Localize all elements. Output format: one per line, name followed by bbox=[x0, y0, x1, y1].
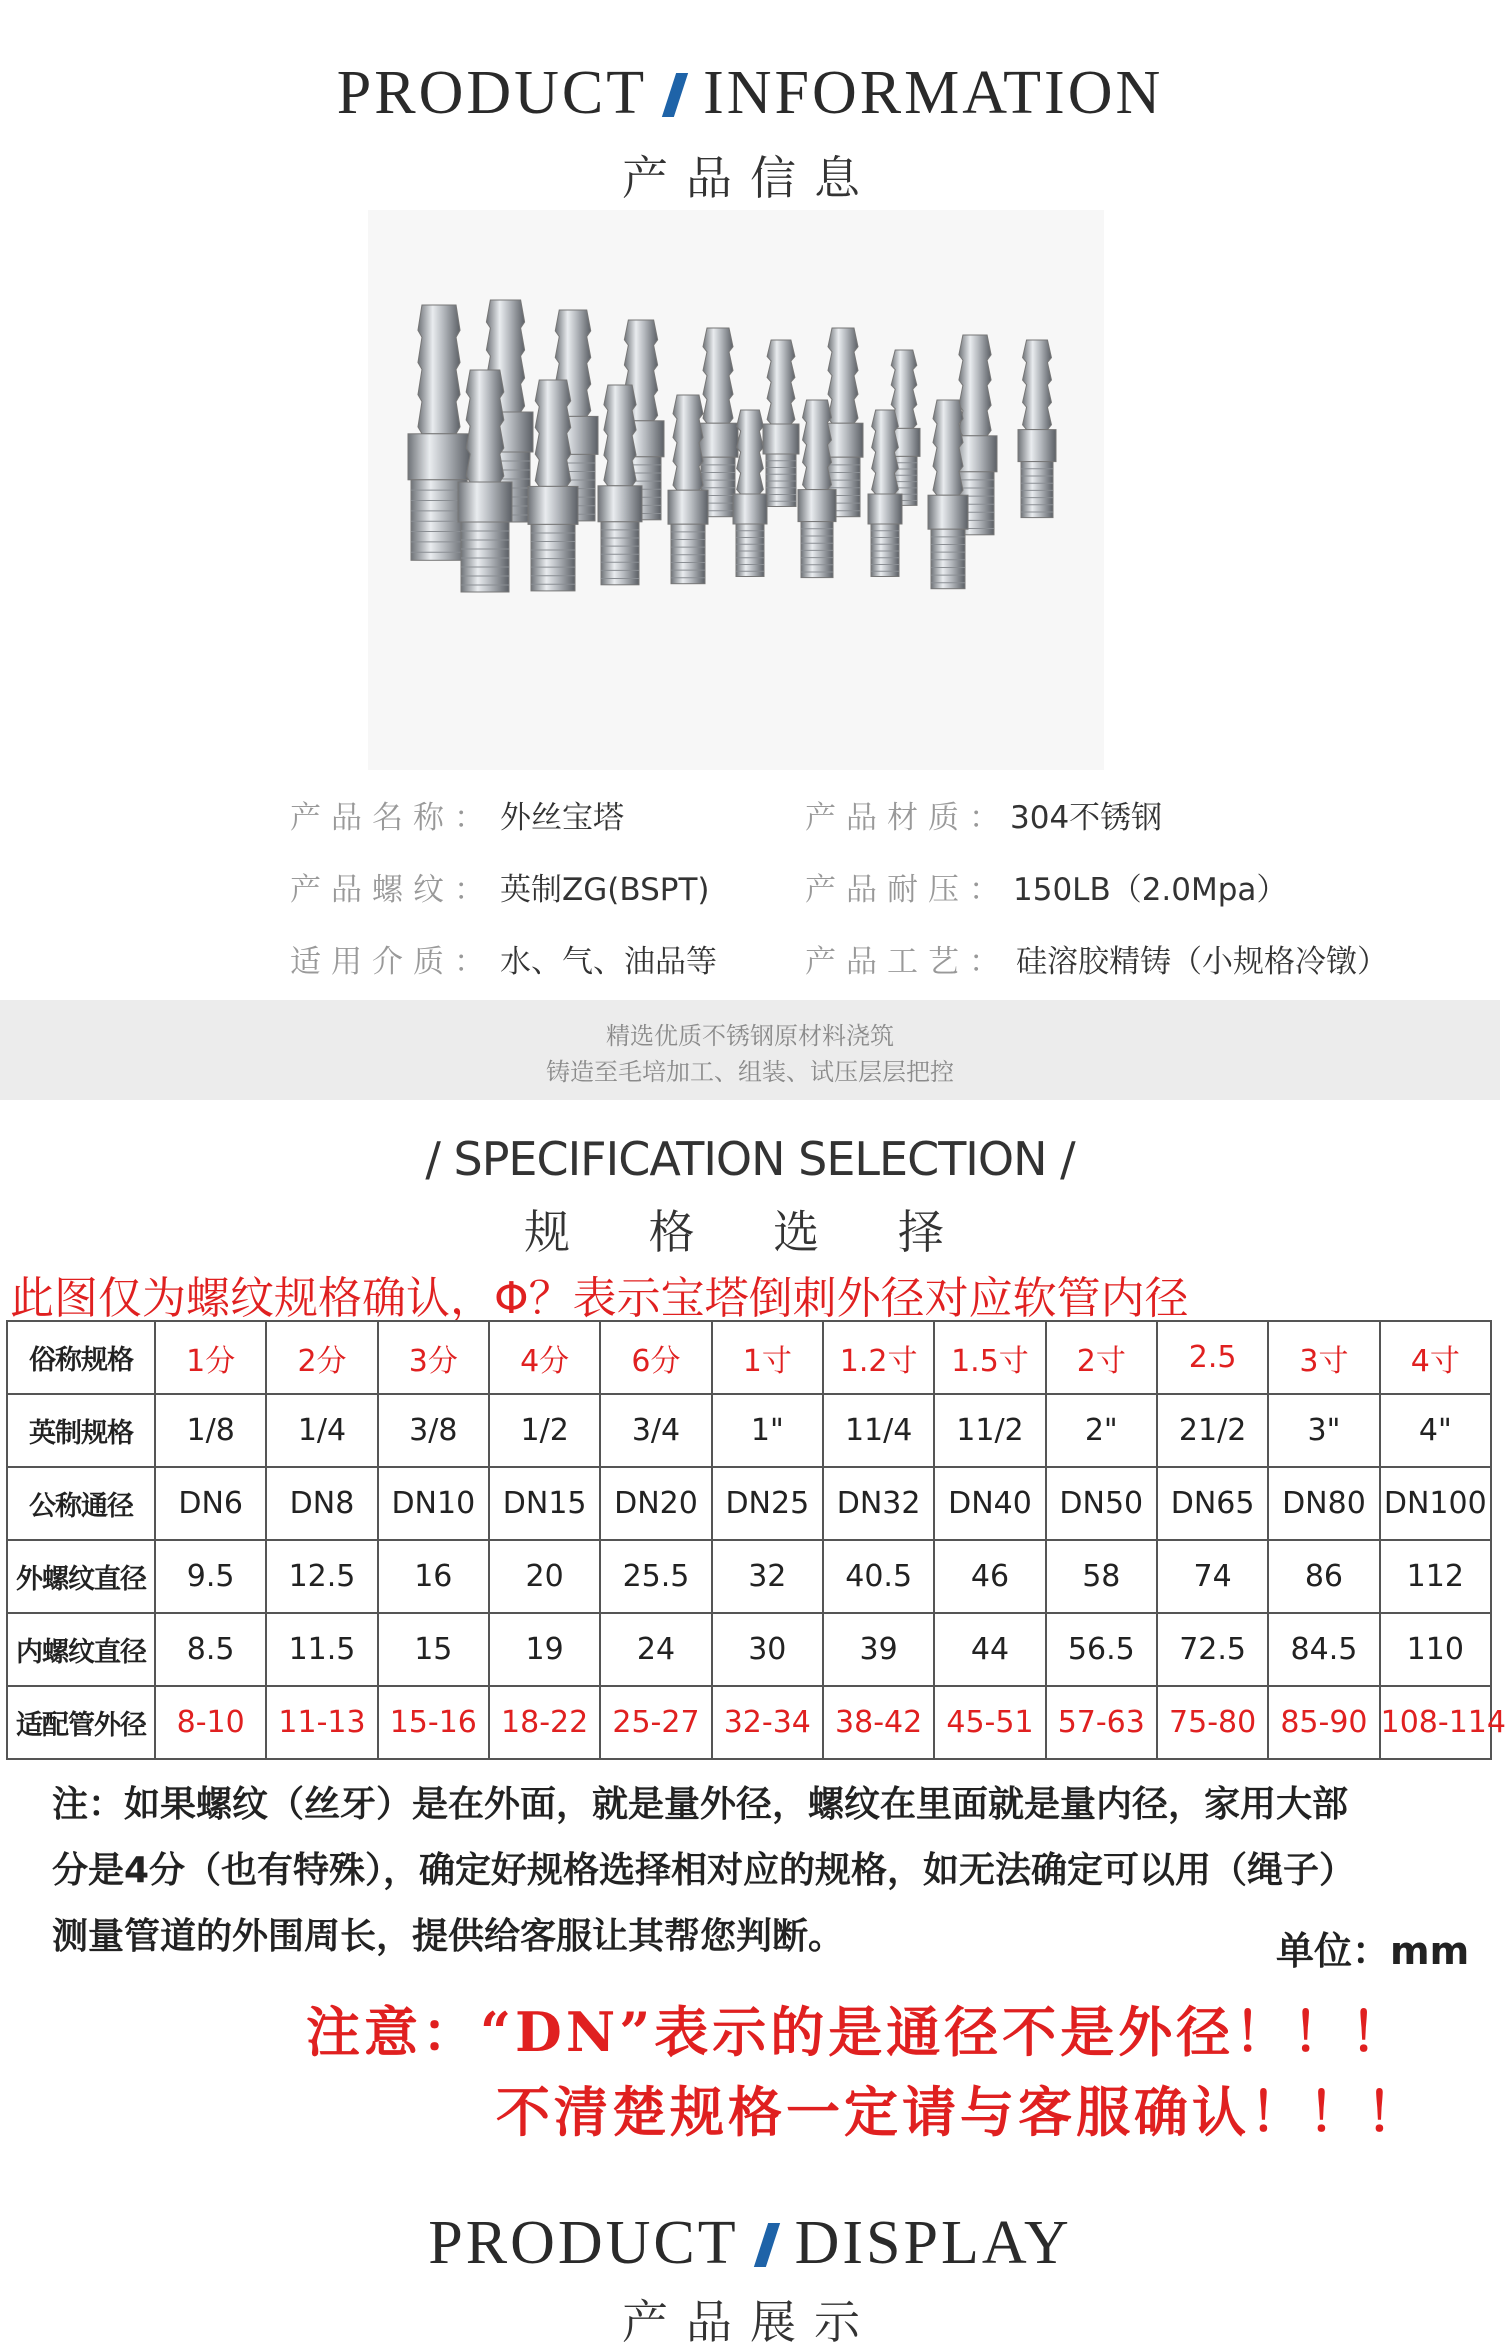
spec-table-cell: 3" bbox=[1268, 1394, 1379, 1467]
spec-table-cell: DN20 bbox=[600, 1467, 711, 1540]
info-medium-label: 适用介质： bbox=[290, 944, 495, 980]
spec-table-cell: 2" bbox=[1046, 1394, 1157, 1467]
spec-table-cell: 6分 bbox=[600, 1321, 711, 1394]
spec-table-cell: 44 bbox=[934, 1613, 1045, 1686]
title-word-information: INFORMATION bbox=[703, 59, 1164, 127]
spec-table-cell: 1.5寸 bbox=[934, 1321, 1045, 1394]
footer-accent-bar bbox=[753, 2223, 779, 2267]
spec-table bbox=[6, 1320, 1506, 1760]
spec-table-cell: 1/2 bbox=[489, 1394, 600, 1467]
spec-table-cell: 15 bbox=[378, 1613, 489, 1686]
fitting-shape bbox=[1018, 340, 1056, 518]
spec-table-cell: DN80 bbox=[1268, 1467, 1379, 1540]
spec-table-cell: 32-34 bbox=[712, 1686, 823, 1759]
spec-table-cell: 32 bbox=[712, 1540, 823, 1613]
spec-table-cell: 18-22 bbox=[489, 1686, 600, 1759]
info-thread-label: 产品螺纹： bbox=[290, 872, 495, 908]
info-pressure-label: 产品耐压： bbox=[805, 872, 1010, 908]
footer-word-product: PRODUCT bbox=[428, 2209, 739, 2277]
spec-table-cell: 1/4 bbox=[266, 1394, 377, 1467]
spec-row-header: 内螺纹直径 bbox=[7, 1613, 155, 1686]
spec-table-cell: 15-16 bbox=[378, 1686, 489, 1759]
spec-table-cell: 38-42 bbox=[823, 1686, 934, 1759]
spec-table-cell: DN50 bbox=[1046, 1467, 1157, 1540]
fitting-shape bbox=[698, 328, 738, 517]
spec-table-cell: 4分 bbox=[489, 1321, 600, 1394]
info-material-label: 产品材质： bbox=[805, 800, 1010, 836]
spec-row-header: 外螺纹直径 bbox=[7, 1540, 155, 1613]
spec-table-cell: 1.2寸 bbox=[823, 1321, 934, 1394]
notes-line-2: 分是4分（也有特殊），确定好规格选择相对应的规格，如无法确定可以用（绳子） bbox=[52, 1850, 1356, 1891]
spec-table-cell: 25-27 bbox=[600, 1686, 711, 1759]
hose-barb-fittings-illustration bbox=[368, 210, 1104, 770]
spec-table-cell: 11/2 bbox=[934, 1394, 1045, 1467]
spec-table-cell: 86 bbox=[1268, 1540, 1379, 1613]
spec-table-row bbox=[7, 1321, 1491, 1394]
title-accent-bar bbox=[662, 73, 688, 117]
spec-table-cell: 16 bbox=[378, 1540, 489, 1613]
unit-label: 单位：mm bbox=[1276, 1929, 1470, 1973]
spec-table-cell: 30 bbox=[712, 1613, 823, 1686]
spec-table-row bbox=[7, 1686, 1491, 1759]
spec-table-cell: DN25 bbox=[712, 1467, 823, 1540]
spec-table-cell: 8.5 bbox=[155, 1613, 266, 1686]
info-name-value: 外丝宝塔 bbox=[500, 800, 624, 836]
product-display-subtitle: 产品展示 bbox=[622, 2295, 878, 2349]
spec-selection-subtitle: 规 格 选 择 bbox=[524, 1205, 976, 1259]
notes-line-1: 注：如果螺纹（丝牙）是在外面，就是量外径，螺纹在里面就是量内径，家用大部 bbox=[52, 1784, 1349, 1825]
spec-table-cell: 58 bbox=[1046, 1540, 1157, 1613]
product-photo bbox=[368, 210, 1104, 770]
quality-band-line-1: 精选优质不锈钢原材料浇筑 bbox=[606, 1022, 894, 1050]
confirm-warning: 不清楚规格一定请与客服确认！！！ bbox=[496, 2080, 1424, 2144]
spec-row-header: 英制规格 bbox=[7, 1394, 155, 1467]
spec-table-cell: 4寸 bbox=[1380, 1321, 1491, 1394]
spec-table-cell: 1分 bbox=[155, 1321, 266, 1394]
spec-row-header: 适配管外径 bbox=[7, 1686, 155, 1759]
spec-table-cell: DN40 bbox=[934, 1467, 1045, 1540]
spec-table-cell: 85-90 bbox=[1268, 1686, 1379, 1759]
info-thread-value: 英制ZG(BSPT) bbox=[500, 872, 710, 908]
spec-table-cell: 1/8 bbox=[155, 1394, 266, 1467]
spec-table-row bbox=[7, 1467, 1491, 1540]
spec-table-cell: 108-114 bbox=[1380, 1686, 1491, 1759]
info-pressure-value: 150LB（2.0Mpa） bbox=[1013, 872, 1288, 908]
info-process-label: 产品工艺： bbox=[805, 944, 1010, 980]
spec-row-header: 俗称规格 bbox=[7, 1321, 155, 1394]
product-information-title bbox=[0, 58, 1500, 129]
spec-table-cell: 1寸 bbox=[712, 1321, 823, 1394]
spec-table-cell: DN32 bbox=[823, 1467, 934, 1540]
spec-table-cell: 11-13 bbox=[266, 1686, 377, 1759]
spec-table-cell: 20 bbox=[489, 1540, 600, 1613]
spec-row-header: 公称通径 bbox=[7, 1467, 155, 1540]
spec-table-cell: 3寸 bbox=[1268, 1321, 1379, 1394]
spec-table-cell: 3分 bbox=[378, 1321, 489, 1394]
spec-table-cell: 1" bbox=[712, 1394, 823, 1467]
spec-table-cell: 57-63 bbox=[1046, 1686, 1157, 1759]
spec-table-cell: 75-80 bbox=[1157, 1686, 1268, 1759]
spec-table-cell: 74 bbox=[1157, 1540, 1268, 1613]
spec-table-cell: 112 bbox=[1380, 1540, 1491, 1613]
spec-table-cell: 11/4 bbox=[823, 1394, 934, 1467]
spec-table-cell: 72.5 bbox=[1157, 1613, 1268, 1686]
spec-table-cell: 19 bbox=[489, 1613, 600, 1686]
spec-table-row bbox=[7, 1540, 1491, 1613]
spec-table-cell: 2.5 bbox=[1157, 1321, 1268, 1394]
spec-table-cell: 2寸 bbox=[1046, 1321, 1157, 1394]
info-material-value: 304不锈钢 bbox=[1010, 800, 1163, 836]
info-medium-value: 水、气、油品等 bbox=[500, 944, 717, 980]
spec-table-cell: 56.5 bbox=[1046, 1613, 1157, 1686]
spec-table-cell: 2分 bbox=[266, 1321, 377, 1394]
notes-line-3: 测量管道的外围周长，提供给客服让其帮您判断。 bbox=[52, 1916, 845, 1957]
spec-table-row bbox=[7, 1613, 1491, 1686]
spec-table-row bbox=[7, 1394, 1491, 1467]
product-information-subtitle: 产品信息 bbox=[622, 151, 878, 205]
quality-band bbox=[0, 1000, 1500, 1100]
spec-table-cell: 45-51 bbox=[934, 1686, 1045, 1759]
spec-table-cell: 25.5 bbox=[600, 1540, 711, 1613]
fitting-shape bbox=[763, 340, 799, 507]
info-process-value: 硅溶胶精铸（小规格冷镦） bbox=[1016, 944, 1388, 980]
spec-table-cell: 21/2 bbox=[1157, 1394, 1268, 1467]
spec-table-cell: 4" bbox=[1380, 1394, 1491, 1467]
spec-table-cell: 24 bbox=[600, 1613, 711, 1686]
spec-table-cell: DN15 bbox=[489, 1467, 600, 1540]
spec-table-cell: DN65 bbox=[1157, 1467, 1268, 1540]
spec-table-cell: 8-10 bbox=[155, 1686, 266, 1759]
spec-table-cell: DN8 bbox=[266, 1467, 377, 1540]
spec-table-cell: 46 bbox=[934, 1540, 1045, 1613]
spec-table-cell: 110 bbox=[1380, 1613, 1491, 1686]
spec-table-cell: 11.5 bbox=[266, 1613, 377, 1686]
info-name-label: 产品名称： bbox=[290, 800, 495, 836]
spec-table-cell: DN100 bbox=[1380, 1467, 1491, 1540]
footer-word-display: DISPLAY bbox=[794, 2209, 1072, 2277]
spec-table-cell: 3/8 bbox=[378, 1394, 489, 1467]
spec-table-cell: DN10 bbox=[378, 1467, 489, 1540]
spec-table-cell: 84.5 bbox=[1268, 1613, 1379, 1686]
spec-table-cell: DN6 bbox=[155, 1467, 266, 1540]
spec-table-cell: 12.5 bbox=[266, 1540, 377, 1613]
product-display-title bbox=[0, 2208, 1500, 2279]
spec-table-cell: 9.5 bbox=[155, 1540, 266, 1613]
spec-selection-title: / SPECIFICATION SELECTION / bbox=[425, 1132, 1075, 1186]
thread-spec-note: 此图仅为螺纹规格确认，Φ？表示宝塔倒刺外径对应软管内径 bbox=[10, 1273, 1189, 1324]
title-word-product: PRODUCT bbox=[336, 59, 648, 127]
quality-band-line-2: 铸造至毛培加工、组装、试压层层把控 bbox=[546, 1058, 954, 1086]
measurement-notes bbox=[52, 1772, 1472, 1970]
spec-table-cell: 39 bbox=[823, 1613, 934, 1686]
spec-table-cell: 3/4 bbox=[600, 1394, 711, 1467]
spec-table-cell: 40.5 bbox=[823, 1540, 934, 1613]
dn-warning: 注意：“DN”表示的是通径不是外径！！！ bbox=[306, 2000, 1409, 2064]
